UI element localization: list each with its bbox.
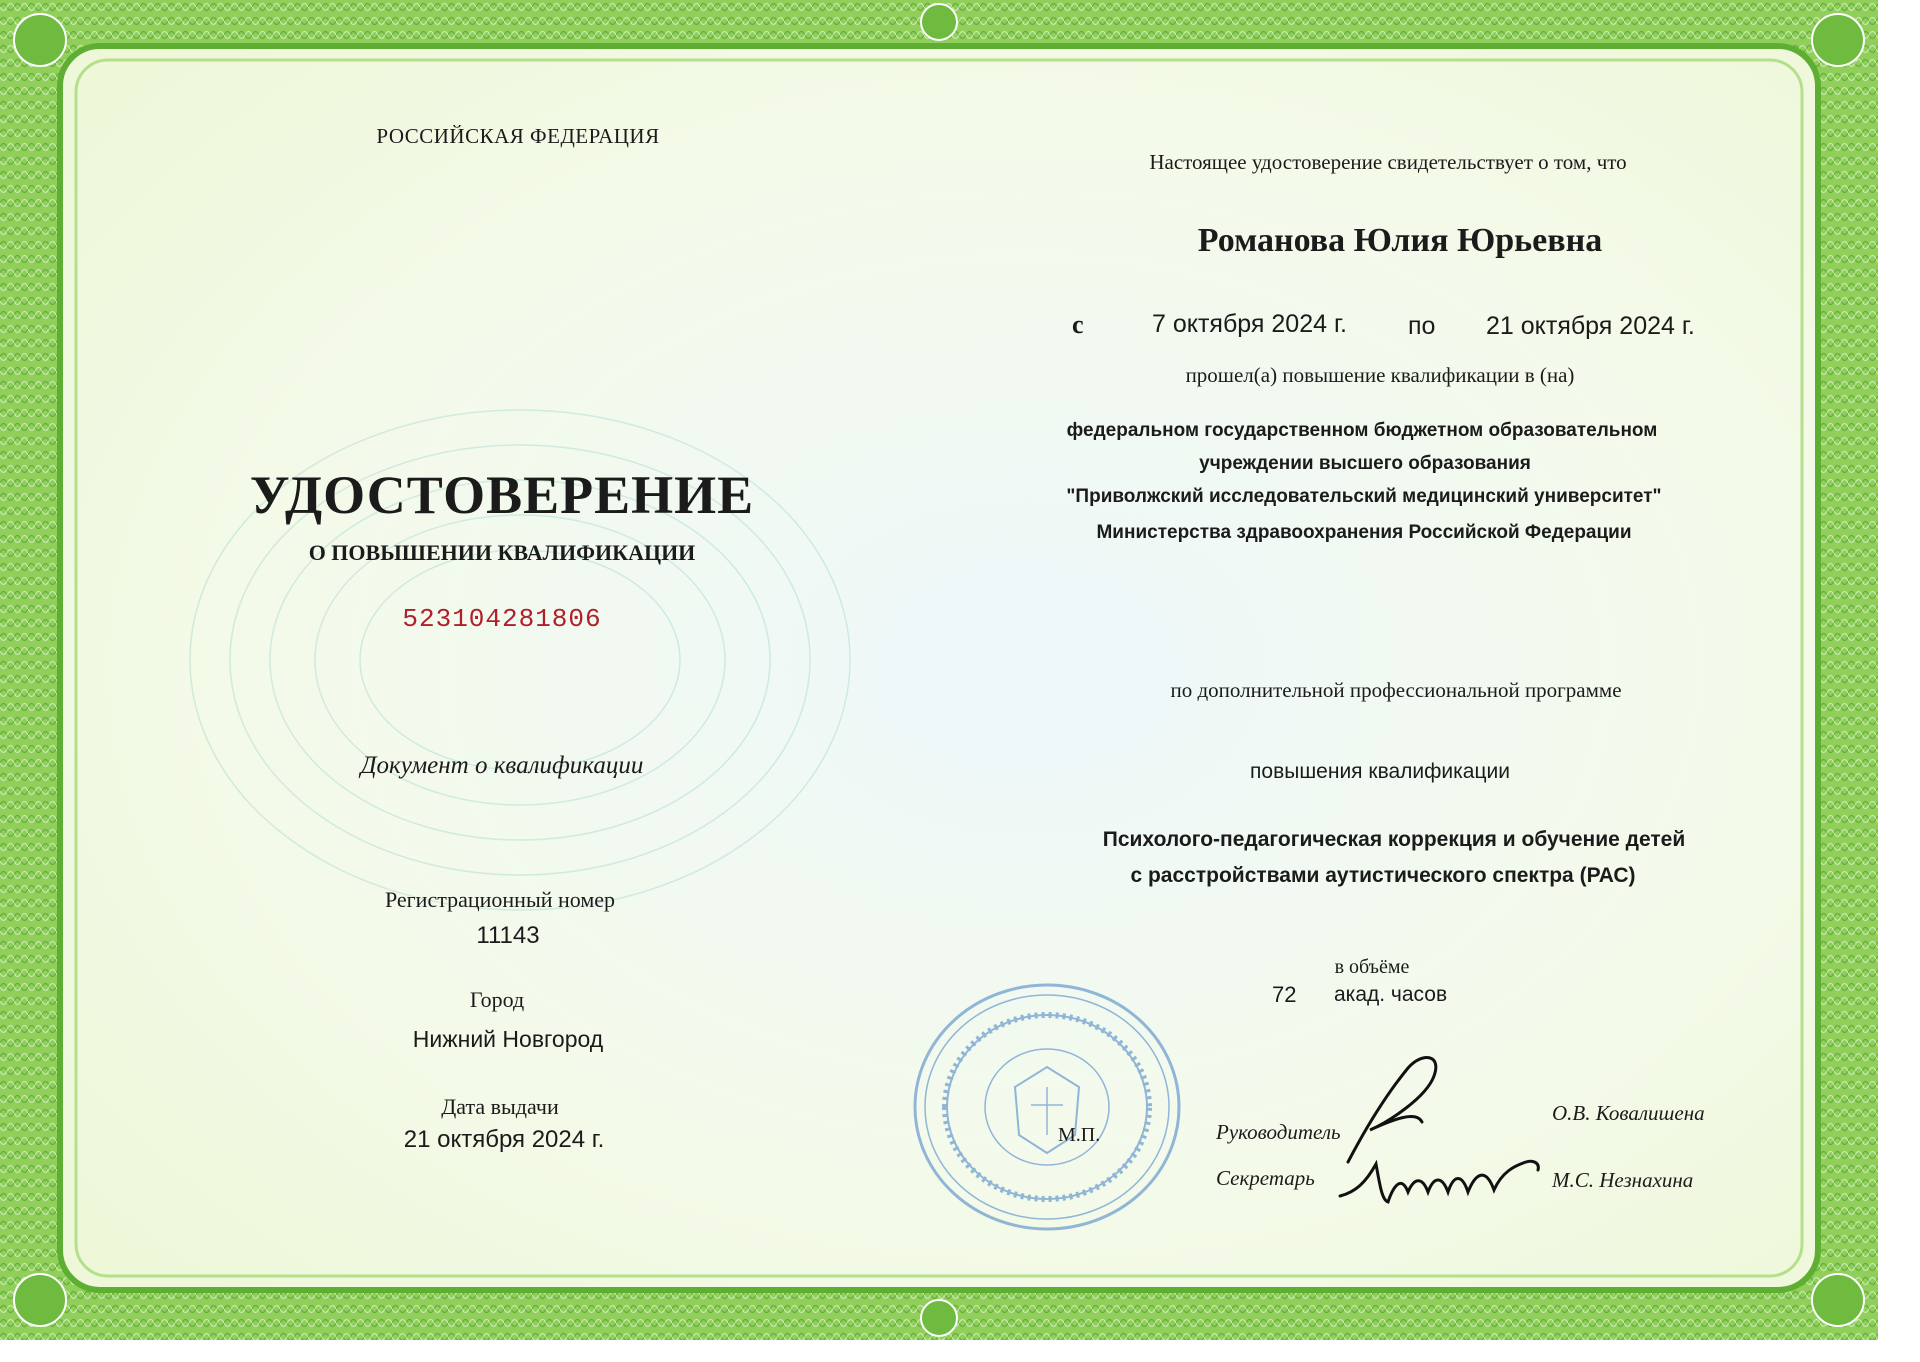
hours-unit: акад. часов [1334,983,1448,1006]
institution-line-4: Министерства здравоохранения Российской Федерации [1096,522,1632,543]
head-name: О.В. Ковалишена [1552,1101,1705,1125]
city-label: Город [469,987,525,1012]
intro-text: Настоящее удостоверение свидетельствует о том, что [1149,150,1627,174]
official-stamp [905,975,1190,1240]
institution-line-1: федеральном государственном бюджетном образовательном [1066,420,1658,441]
hours-value: 72 [1272,982,1297,1007]
city-value: Нижний Новгород [412,1026,604,1052]
from-label: с [1072,310,1084,339]
country-label: РОССИЙСКАЯ ФЕДЕРАЦИЯ [376,124,660,148]
document-type: Документ о квалификации [360,752,644,779]
from-date: 7 октября 2024 г. [1152,310,1347,338]
issue-date: 21 октября 2024 г. [403,1126,605,1153]
to-date: 21 октября 2024 г. [1486,312,1695,340]
document-title: УДОСТОВЕРЕНИЕ [249,465,755,525]
head-label: Руководитель [1216,1120,1341,1144]
secretary-signature [1336,1152,1546,1212]
program-title-line-2: с расстройствами аутистического спектра (РАС) [1130,864,1636,887]
volume-label: в объёме [1334,956,1410,978]
serial-number: 523104281806 [402,604,602,634]
program-title-line-1: Психолого-педагогическая коррекция и обучение детей [1102,828,1686,851]
passed-text: прошел(а) повышение квалификации в (на) [1185,363,1575,387]
issue-date-label: Дата выдачи [441,1094,559,1119]
program-label: по дополнительной профессиональной программе [1170,678,1622,702]
institution-line-3: "Приволжский исследовательский медицинский университет" [1066,486,1662,507]
secretary-label: Секретарь [1216,1166,1315,1190]
person-name: Романова Юлия Юрьевна [1197,222,1603,259]
document-subtitle: О ПОВЫШЕНИИ КВАЛИФИКАЦИИ [308,540,696,565]
program-type: повышения квалификации [1250,760,1510,783]
registration-label: Регистрационный номер [384,887,616,912]
stamp-mark: М.П. [1058,1124,1101,1146]
secretary-name: М.С. Незнахина [1552,1168,1694,1192]
registration-number: 11143 [476,922,540,949]
to-label: по [1408,312,1436,340]
institution-line-2: учреждении высшего образования [1199,453,1531,474]
